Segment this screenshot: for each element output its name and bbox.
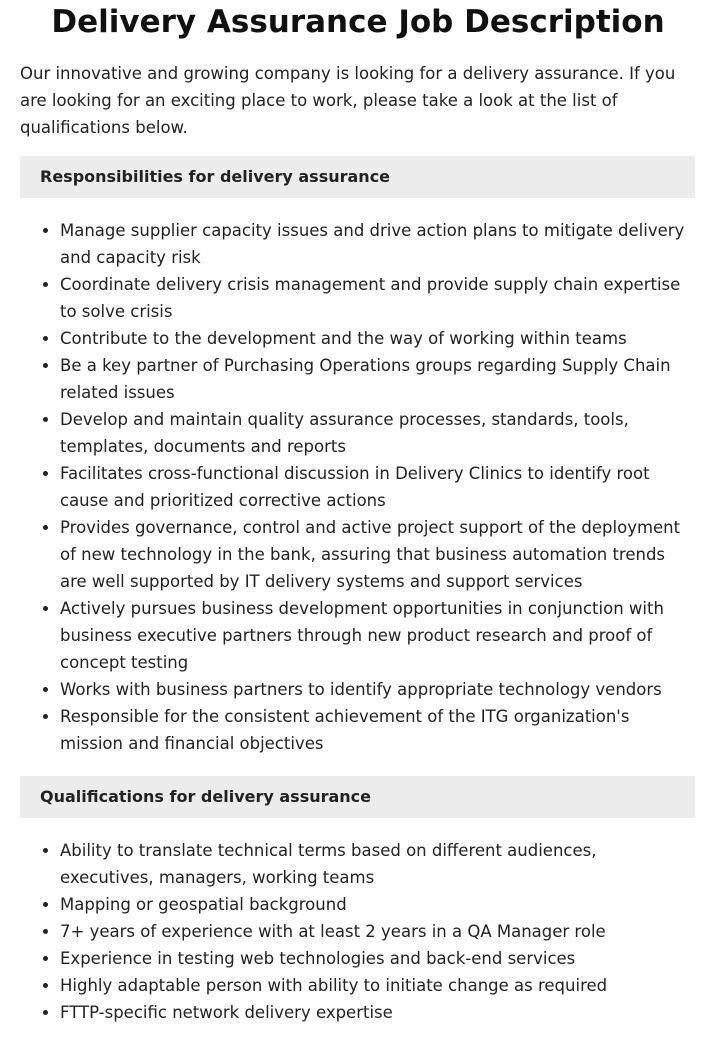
qualification-item: • 7+ years of experience with at least 2 years in a QA Manager role xyxy=(60,918,695,945)
intro-paragraph: Our innovative and growing company is looking for a delivery assurance. If you are looking for an exciting place to work, please take a look at the list of qualifications below. xyxy=(20,64,676,137)
responsibility-item: • Develop and maintain quality assurance processes, standards, tools, templates, documents and reports xyxy=(60,406,695,460)
qualifications-heading: Qualifications for delivery assurance xyxy=(20,776,695,818)
responsibility-item: • Facilitates cross-functional discussion in Delivery Clinics to identify root cause and prioritized corrective actions xyxy=(60,460,695,514)
qualification-item: • Mapping or geospatial background xyxy=(60,891,695,918)
responsibility-item: • Works with business partners to identify appropriate technology vendors xyxy=(60,676,695,703)
qualification-item: • Experience in testing web technologies and back-end services xyxy=(60,945,695,972)
responsibility-item: • Manage supplier capacity issues and drive action plans to mitigate delivery and capacity risk xyxy=(60,217,695,271)
page-title: Delivery Assurance Job Description xyxy=(51,4,665,40)
responsibilities-heading: Responsibilities for delivery assurance xyxy=(20,156,695,198)
qualification-item: • Highly adaptable person with ability to initiate change as required xyxy=(60,972,695,999)
responsibility-item: • Coordinate delivery crisis management and provide supply chain expertise to solve crisis xyxy=(60,271,695,325)
responsibility-item: • Actively pursues business development opportunities in conjunction with business executive partners through new product research and proof of concept testing xyxy=(60,595,695,676)
qualification-item: • FTTP-specific network delivery expertise xyxy=(60,999,695,1026)
qualifications-list xyxy=(20,837,695,1026)
responsibilities-list xyxy=(20,217,695,757)
responsibility-item: • Provides governance, control and active project support of the deployment of new technology in the bank, assuring that business automation trends are well supported by IT delivery systems and support services xyxy=(60,514,695,595)
responsibility-item: • Responsible for the consistent achievement of the ITG organization's mission and financial objectives xyxy=(60,703,695,757)
responsibility-item: • Contribute to the development and the way of working within teams xyxy=(60,325,695,352)
responsibility-item: • Be a key partner of Purchasing Operations groups regarding Supply Chain related issues xyxy=(60,352,695,406)
qualification-item: • Ability to translate technical terms based on different audiences, executives, managers, working teams xyxy=(60,837,695,891)
